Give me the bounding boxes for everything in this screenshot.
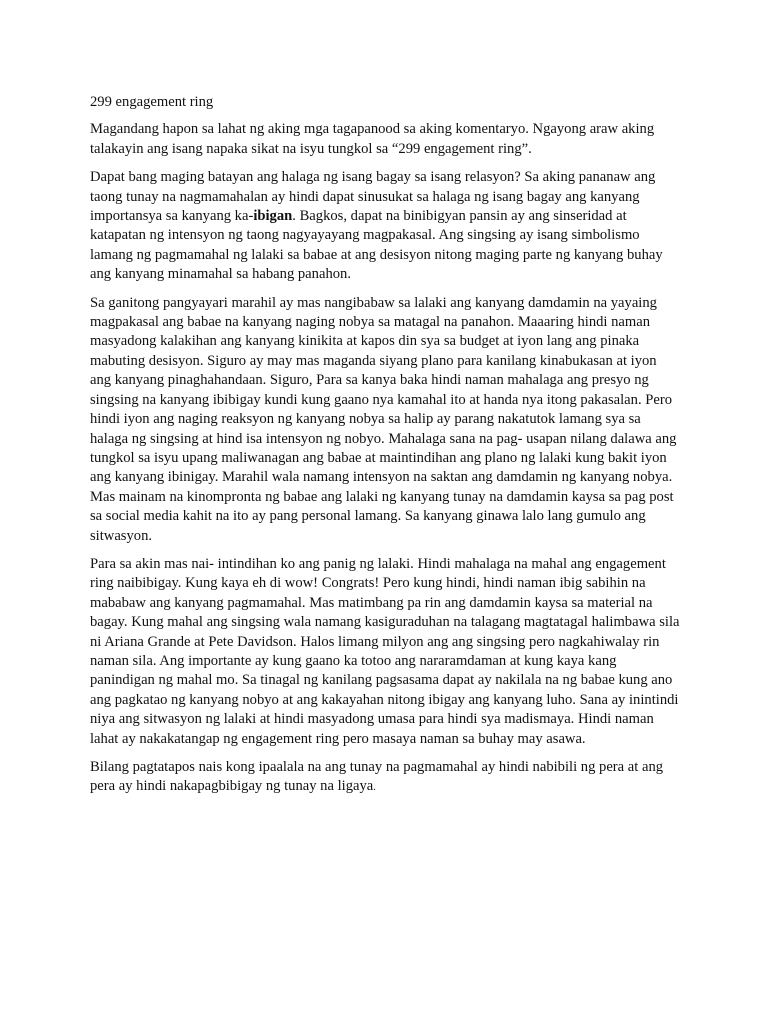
paragraph-situation: Sa ganitong pangyayari marahil ay mas nangibabaw sa lalaki ang kanyang damdamin na yayaing magpakasal ang babae na kanyang naging nobya sa matagal na panahon. Maaaring hindi naman masyadong kalakihan ang kanyang kinikita at kapos din sya sa budget at iyon lang ang pinaka mabuting desisyon. Siguro ay may mas maganda siyang plano para kanilang kinabukasan at iyon ang kanyang pinaghahandaan. Siguro, Para sa kanya baka hindi naman mahalaga ang presyo ng singsing na kanyang ibibigay kundi kung gaano nya kamahal ito at handa nya itong pakasalan. Pero hindi iyon ang naging reaksyon ng kanyang nobya sa halip ay parang nakatutok lamang sya sa halaga ng singsing at hind isa intensyon ng nobyo. Mahalaga sana na pag- usapan nilang dalawa ang tungkol sa isyu upang maliwanagan ang babae at maintindihan ang plano ng lalaki kung bakit iyon ang kanyang ibinigay. Marahil wala namang intensyon na saktan ang damdamin ng kanyang nobya. Mas mainam na kinompronta ng babae ang lalaki ng kanyang tunay na damdamin kaysa sa pag post sa social media kahit na ito ay pang personal lamang. Sa kanyang ginawa lalo lang gumulo ang sitwasyon. [90,294,677,544]
closing-period: . [373,782,376,794]
document-page [90,93,680,807]
bold-word-ibigan: ibigan [253,208,293,225]
paragraph-conclusion [90,758,680,798]
paragraph-question-text-end: . Bagkos, dapat na binibigyan pansin ay ang sinseridad at katapatan ng intensyon ng taong nagyayayang magpakasal. Ang singsing ay isang simbolismo lamang ng pagmamahal ng lalaki sa babae at ang desisyon nitong maging parte ng kanyang buhay ang kanyang minamahal sa habang panahon. [90,208,663,283]
document-title: 299 engagement ring [90,94,214,110]
paragraph-opinion: Para sa akin mas nai- intindihan ko ang panig ng lalaki. Hindi mahalaga na mahal ang engagement ring naibibigay. Kung kaya eh di wow! Congrats! Pero kung hindi, hindi naman ibig sabihin na mababaw ang kanyang pagmamahal. Mas matimbang pa rin ang damdamin kaysa sa material na bagay. Kung mahal ang singsing wala namang kasiguraduhan na talagang magtatagal halimbawa sila ni Ariana Grande at Pete Davidson. Halos limang milyon ang ang singsing pero nagkahiwalay rin naman sila. Ang importante ay kung gaano ka totoo ang nararamdaman at kung kaya kang panindigan ng mahal mo. Sa tinagal ng kanilang pagsasama dapat ay nakilala na ng babae kung ano ang pagkatao ng kanyang nobyo at ang kakayahan nitong ibigay ang kanyang luho. Sana ay inintindi niya ang sitwasyon ng lalaki at hindi masyadong umasa para hindi sya madismaya. Hindi naman lahat ay nakakatangap ng engagement ring pero masaya naman sa buhay may asawa. [90,555,680,747]
paragraph-conclusion-text: Bilang pagtatapos nais kong ipaalala na ang tunay na pagmamahal ay hindi nabibili ng pera at ang pera ay hindi nakapagbibigay ng tunay na ligaya [90,759,664,795]
paragraph-question-text-start: Dapat bang maging batayan ang halaga ng isang bagay sa isang relasyon? Sa aking pananaw ang taong tunay na nagmamahalan ay hindi dapat sinusukat sa halaga ng isang bagay ang kanyang importansya sa kanyang ka- [90,169,656,225]
paragraph-question [90,168,680,284]
paragraph-intro: Magandang hapon sa lahat ng aking mga tagapanood sa aking komentaryo. Ngayong araw aking talakayin ang isang napaka sikat na isyu tungkol sa “299 engagement ring”. [90,121,655,157]
